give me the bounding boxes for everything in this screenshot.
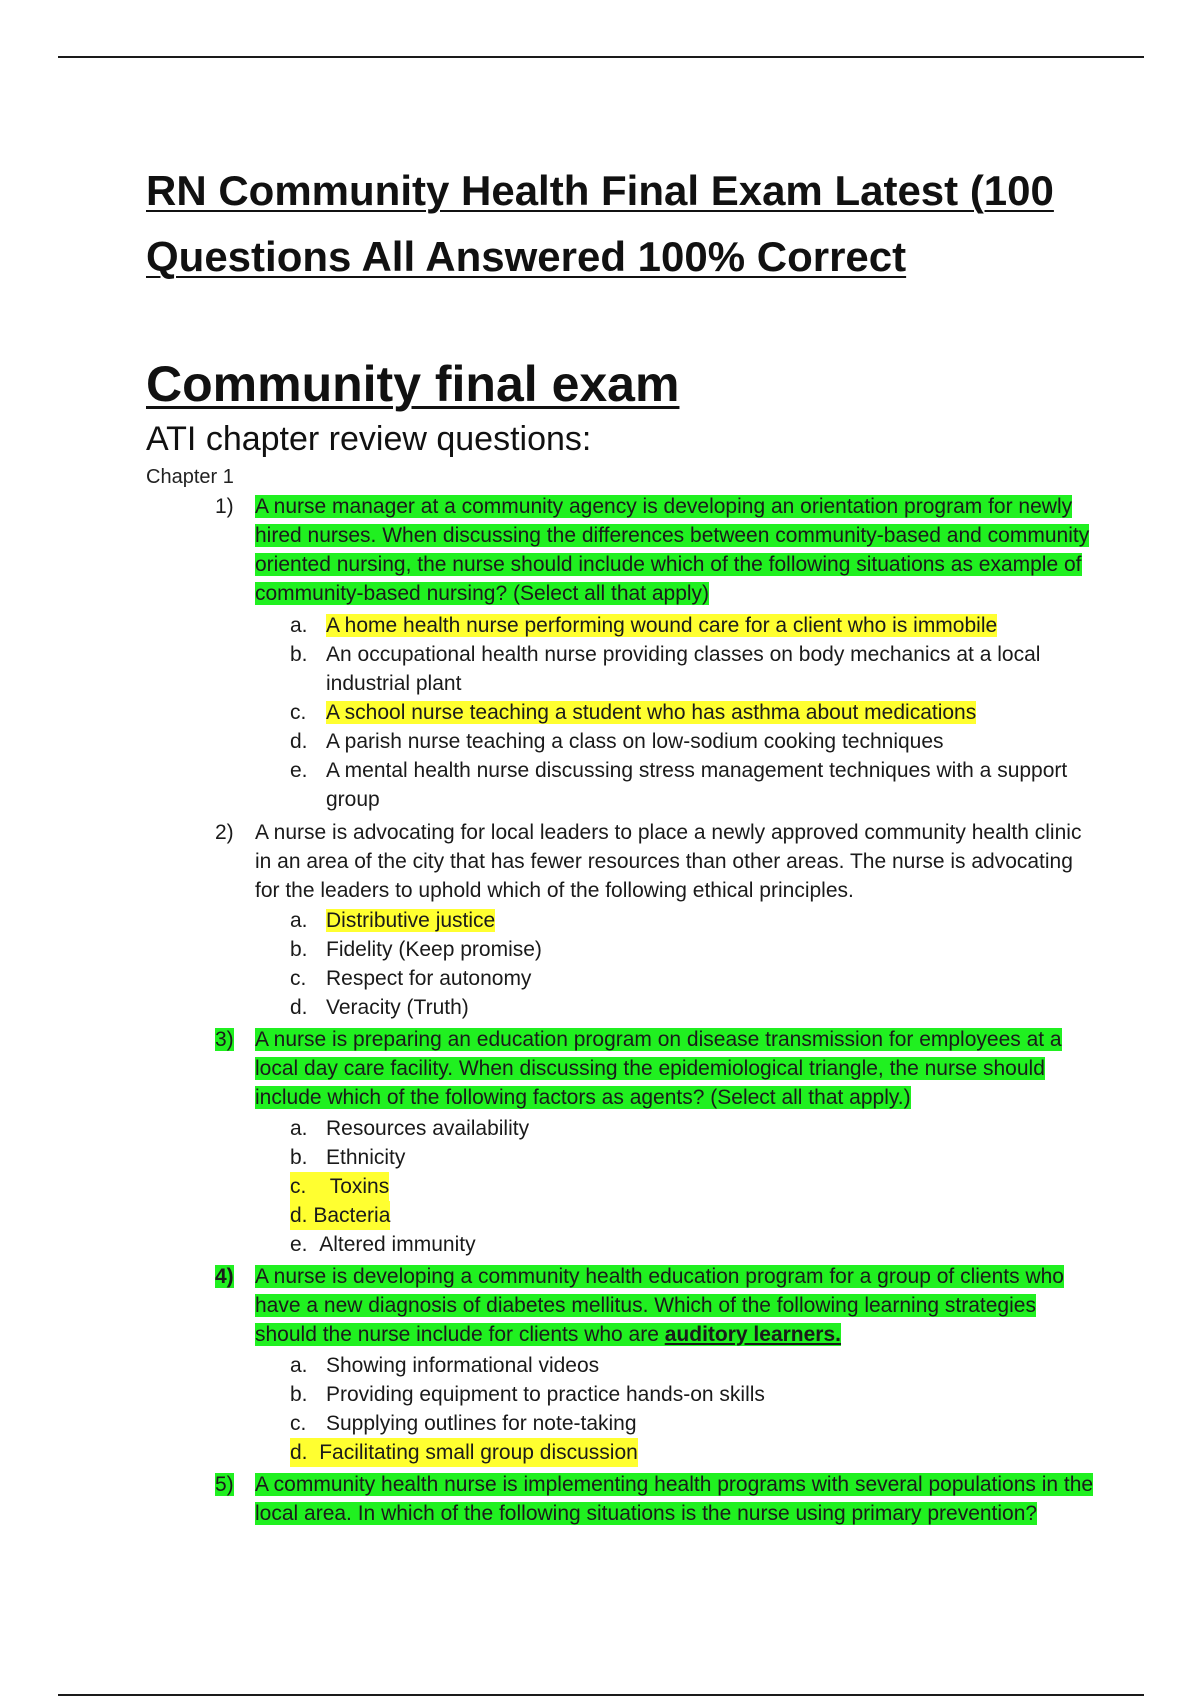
option-text-correct: Bacteria [313, 1204, 391, 1227]
option-text: Resources availability [326, 1117, 530, 1140]
section-subtitle: ATI chapter review questions: [146, 420, 592, 458]
option-d [290, 1201, 1090, 1230]
option-text: Showing informational videos [326, 1354, 600, 1377]
option-text: A mental health nurse discussing stress management techniques with a support group [326, 759, 1068, 811]
option-correct [290, 1172, 389, 1201]
option-text: Fidelity (Keep promise) [326, 938, 542, 961]
question-number: 4) [215, 1265, 234, 1288]
option-text: A parish nurse teaching a class on low-sodium cooking techniques [326, 730, 944, 753]
option-letter: b. [290, 938, 308, 961]
title-line-2: Questions All Answered 100% Correct [146, 233, 907, 280]
option-text: Respect for autonomy [326, 967, 532, 990]
option-d [290, 993, 1090, 1022]
document-title [146, 158, 1106, 290]
option-correct [290, 1201, 390, 1230]
option-letter: a. [290, 909, 308, 932]
option-letter: a. [290, 1117, 308, 1140]
option-b [290, 1143, 1090, 1172]
option-text-correct: A home health nurse performing wound care for a client who is immobile [326, 614, 998, 637]
question-3-options [290, 1114, 1090, 1259]
question-text: A nurse is preparing an education program on disease transmission for employees at a local day care facility. When discussing the epidemiological triangle, the nurse should include which of the following factors as agents? (Select all that apply.) [255, 1028, 1062, 1109]
question-1 [215, 492, 1095, 608]
question-2-options [290, 906, 1090, 1022]
option-letter: c. [290, 1412, 307, 1435]
option-text-correct: A school nurse teaching a student who has asthma about medications [326, 701, 977, 724]
option-letter: d. [290, 996, 308, 1019]
question-number: 5) [215, 1473, 234, 1496]
option-text: Veracity (Truth) [326, 996, 469, 1019]
question-4-options [290, 1351, 1090, 1467]
option-text: An occupational health nurse providing classes on body mechanics at a local industrial plant [326, 643, 1041, 695]
option-letter: a. [290, 1354, 308, 1377]
question-3 [215, 1025, 1095, 1112]
option-b [290, 935, 1090, 964]
option-letter: e. [290, 1233, 308, 1256]
option-letter: b. [290, 643, 308, 666]
option-letter: d. [290, 1441, 308, 1464]
option-letter: b. [290, 1146, 308, 1169]
question-number: 1) [215, 495, 234, 518]
option-c [290, 1409, 1090, 1438]
option-text-correct: Facilitating small group discussion [319, 1441, 638, 1464]
question-text-emphasis: auditory learners. [664, 1323, 841, 1346]
option-letter: a. [290, 614, 308, 637]
option-e [290, 756, 1090, 814]
option-letter: d. [290, 730, 308, 753]
option-text: Ethnicity [326, 1146, 406, 1169]
option-d [290, 727, 1090, 756]
option-plain [290, 1230, 476, 1259]
option-letter: c. [290, 1175, 307, 1198]
option-letter: d. [290, 1204, 308, 1227]
chapter-label: Chapter 1 [146, 466, 234, 488]
option-e [290, 1230, 1090, 1259]
option-a [290, 1114, 1090, 1143]
option-text: Altered immunity [319, 1233, 476, 1256]
option-b [290, 1380, 1090, 1409]
option-text-correct: Toxins [329, 1175, 390, 1198]
question-text: A community health nurse is implementing health programs with several populations in the local area. In which of the following situations is the nurse using primary prevention? [255, 1473, 1094, 1525]
question-number: 3) [215, 1028, 234, 1051]
question-text: A nurse is advocating for local leaders to place a newly approved community health clinic in an area of the city that has fewer resources than other areas. The nurse is advocating for the leaders to uphold which of the following ethical principles. [255, 821, 1082, 902]
option-correct [290, 1438, 638, 1467]
top-rule [58, 56, 1144, 58]
option-text: Providing equipment to practice hands-on skills [326, 1383, 765, 1406]
section-title: Community final exam [146, 356, 680, 412]
option-letter: c. [290, 701, 307, 724]
question-number: 2) [215, 821, 234, 844]
question-text [255, 1265, 1064, 1346]
option-letter: e. [290, 759, 308, 782]
option-b [290, 640, 1090, 698]
bottom-rule [58, 1694, 1144, 1696]
option-a [290, 1351, 1090, 1380]
option-a [290, 611, 1090, 640]
option-text: Supplying outlines for note-taking [326, 1412, 637, 1435]
question-2 [215, 818, 1095, 905]
question-text: A nurse manager at a community agency is developing an orientation program for newly hired nurses. When discussing the differences between community-based and community oriented nursing, the nurse should include which of the following situations as example of community-based nursing? (Select all that apply) [255, 495, 1090, 605]
question-text-main: A nurse is developing a community health education program for a group of clients who have a new diagnosis of diabetes mellitus. Which of the following learning strategies should the nurse include for clients who are [255, 1265, 1064, 1346]
option-letter: c. [290, 967, 307, 990]
option-letter: b. [290, 1383, 308, 1406]
title-line-1: RN Community Health Final Exam Latest (100 [146, 167, 1054, 214]
option-a [290, 906, 1090, 935]
question-1-options [290, 611, 1090, 814]
option-c [290, 1172, 1090, 1201]
option-d [290, 1438, 1090, 1467]
question-4 [215, 1262, 1095, 1349]
option-text-correct: Distributive justice [326, 909, 496, 932]
option-c [290, 698, 1090, 727]
question-5 [215, 1470, 1095, 1528]
option-c [290, 964, 1090, 993]
